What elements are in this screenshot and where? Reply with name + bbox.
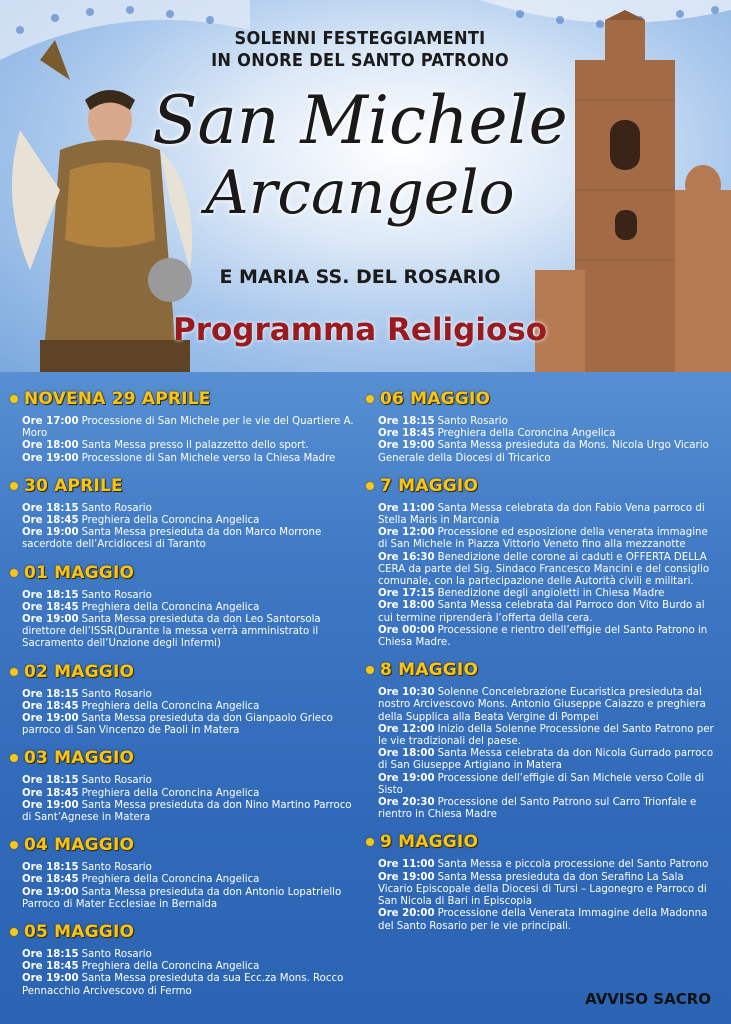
entry-time: Ore 00:00 [378, 624, 435, 636]
entry-text: Preghiera della Coroncina Angelica [81, 961, 260, 973]
program-entry [378, 625, 716, 649]
program-entry [22, 440, 360, 452]
entry-time: Ore 18:15 [378, 416, 435, 427]
bullet-dot-icon [366, 482, 374, 490]
entry-text: Santa Messa presieduta da don Gianpaolo Grieco parroco di San Vincenzo de Paoli in Matera [22, 713, 333, 737]
entry-time: Ore 18:45 [22, 961, 79, 973]
entry-text: Processione di San Michele per le vie del Quartiere A. Moro [22, 416, 354, 440]
entry-text: Santa Messa celebrata da don Fabio Vena parroco di Stella Maris in Marconia [378, 502, 705, 527]
entry-time: Ore 18:15 [22, 775, 79, 787]
entry-text: Santa Messa presieduta da sua Ecc.za Mons. Rocco Pennacchio Arcivescovo di Fermo [22, 973, 344, 997]
entry-text: Santo Rosario [81, 688, 152, 700]
program-entry [22, 602, 360, 614]
program-day [366, 475, 716, 649]
entry-time: Ore 18:15 [22, 688, 79, 700]
entry-text: Santa Messa presieduta da don Leo Santorsola direttore dell’ISSR(Durante la messa verrà amministrato il Sacramento dell’Unzione degli Infermi) [22, 614, 321, 650]
program-day [10, 834, 360, 911]
day-title: 05 MAGGIO [24, 922, 135, 943]
left-program-column [10, 388, 360, 1008]
entry-time: Ore 18:15 [22, 502, 79, 514]
day-title: 8 MAGGIO [380, 660, 479, 681]
entry-text: Benedizione degli angioletti in Chiesa Madre [437, 588, 665, 600]
entry-text: Preghiera della Coroncina Angelica [81, 515, 260, 527]
entry-text: Processione e rientro dell’effigie del Santo Patrono in Chiesa Madre. [378, 624, 708, 649]
program-entry [378, 503, 716, 527]
program-entry [22, 887, 360, 911]
program-entry [22, 775, 360, 787]
program-entry [22, 503, 360, 515]
bullet-dot-icon [366, 666, 374, 674]
entry-text: Santa Messa presieduta da Mons. Nicola Urgo Vicario Generale della Diocesi di Tricarico [378, 440, 709, 464]
bullet-dot-icon [366, 395, 374, 403]
header-title-line1: San Michele [152, 82, 568, 159]
entry-time: Ore 17:00 [22, 416, 79, 427]
day-title: 30 APRILE [24, 475, 123, 496]
header-title-line2: Arcangelo [205, 158, 515, 228]
day-header [366, 831, 716, 853]
program-entry [378, 908, 716, 932]
day-header [10, 834, 360, 856]
day-header [10, 661, 360, 683]
entry-text: Preghiera della Coroncina Angelica [81, 874, 260, 886]
entry-time: Ore 10:30 [378, 687, 435, 699]
entry-time: Ore 20:30 [378, 797, 435, 809]
program-entry [378, 428, 716, 440]
day-entries [10, 949, 360, 998]
entry-time: Ore 19:00 [22, 713, 79, 725]
program-entry [378, 527, 716, 551]
entry-text: Santo Rosario [81, 775, 152, 787]
entry-time: Ore 18:00 [378, 748, 435, 760]
program-entry [22, 874, 360, 886]
day-title: 04 MAGGIO [24, 835, 135, 856]
entry-time: Ore 12:00 [378, 527, 435, 539]
entry-text: Santo Rosario [81, 502, 152, 514]
entry-text: Santa Messa e piccola processione del Santo Patrono [437, 859, 709, 871]
entry-text: Processione dell’effigie di San Michele verso Colle di Sisto [378, 772, 705, 796]
day-entries [366, 503, 716, 649]
entry-time: Ore 18:45 [22, 787, 79, 799]
day-title: NOVENA 29 APRILE [24, 389, 211, 409]
program-entry [22, 788, 360, 800]
program-entry [22, 689, 360, 701]
entry-text: Santa Messa presso il palazzetto dello sport. [81, 440, 309, 452]
day-header [10, 388, 360, 410]
day-entries [10, 862, 360, 911]
day-entries [366, 687, 716, 821]
right-program-column [366, 388, 716, 943]
day-entries [10, 416, 360, 465]
program-day [10, 388, 360, 465]
entry-text: Solenne Concelebrazione Eucaristica presieduta dal nostro Arcivescovo Mons. Antonio Giuseppe Caiazzo e preghiera della Supplica alla Beata Vergine di Pompei [378, 687, 706, 723]
program-entry [22, 527, 360, 551]
entry-text: Processione ed esposizione della venerata immagine di San Michele in Piazza Vittorio Veneto fino alla mezzanotte [378, 527, 708, 551]
entry-text: Preghiera della Coroncina Angelica [81, 601, 260, 613]
entry-text: Preghiera della Coroncina Angelica [81, 700, 260, 712]
day-header [10, 921, 360, 943]
program-entry [378, 748, 716, 772]
program-entry [378, 797, 716, 821]
program-day [366, 831, 716, 932]
entry-time: Ore 19:00 [22, 452, 79, 464]
entry-time: Ore 19:00 [22, 886, 79, 898]
bullet-dot-icon [366, 838, 374, 846]
program-entry [22, 973, 360, 997]
program-entry [22, 961, 360, 973]
program-entry [378, 600, 716, 624]
entry-time: Ore 19:00 [22, 527, 79, 539]
bullet-dot-icon [10, 754, 18, 762]
program-entry [22, 862, 360, 874]
day-title: 06 MAGGIO [380, 389, 491, 409]
program-day [366, 659, 716, 821]
entry-time: Ore 17:15 [378, 588, 435, 600]
entry-time: Ore 18:15 [22, 949, 79, 961]
program-day [10, 747, 360, 824]
program-entry [22, 800, 360, 824]
day-header [10, 562, 360, 584]
day-entries [366, 416, 716, 465]
bullet-dot-icon [10, 841, 18, 849]
header-subtitle-line2: IN ONORE DEL SANTO PATRONO [211, 50, 509, 71]
day-header [366, 659, 716, 681]
entry-time: Ore 19:00 [378, 772, 435, 784]
entry-text: Santo Rosario [437, 416, 508, 427]
program-entry [22, 416, 360, 440]
day-title: 01 MAGGIO [24, 562, 135, 583]
entry-text: Processione del Santo Patrono sul Carro Trionfale e rientro in Chiesa Madre [378, 797, 697, 821]
day-header [366, 388, 716, 410]
bullet-dot-icon [10, 569, 18, 577]
day-entries [366, 859, 716, 932]
program-entry [378, 416, 716, 428]
entry-text: Santo Rosario [81, 862, 152, 874]
program-title: Programma Religioso [172, 312, 548, 348]
entry-time: Ore 18:45 [22, 874, 79, 886]
entry-time: Ore 20:00 [378, 908, 435, 920]
entry-time: Ore 18:45 [22, 700, 79, 712]
entry-time: Ore 12:00 [378, 723, 435, 735]
entry-text: Processione di San Michele verso la Chiesa Madre [81, 452, 336, 464]
bullet-dot-icon [10, 668, 18, 676]
entry-text: Santa Messa presieduta da don Antonio Lopatriello Parroco di Mater Ecclesiae in Bernalda [22, 886, 342, 910]
program-day [10, 921, 360, 998]
program-entry [22, 614, 360, 651]
day-entries [10, 503, 360, 552]
program-entry [22, 701, 360, 713]
entry-text: Santa Messa presieduta da don Serafino La Sala Vicario Episcopale della Diocesi di Tursi – Lagonegro e Parroco di San Nicola di Bari in Episcopia [378, 871, 707, 908]
day-title: 02 MAGGIO [24, 661, 135, 682]
program-day [10, 562, 360, 651]
entry-time: Ore 18:15 [22, 862, 79, 874]
entry-time: Ore 16:30 [378, 551, 435, 563]
header-subtitle-line3: E MARIA SS. DEL ROSARIO [219, 266, 501, 288]
header-subtitle-line1: SOLENNI FESTEGGIAMENTI [234, 28, 486, 49]
program-day [10, 475, 360, 552]
entry-text: Santo Rosario [81, 589, 152, 601]
entry-text: Preghiera della Coroncina Angelica [437, 428, 616, 440]
entry-text: Santa Messa celebrata dal Parroco don Vito Burdo al cui termine riprenderà l’offerta della cera. [378, 600, 705, 624]
entry-time: Ore 18:45 [378, 428, 435, 440]
program-entry [378, 588, 716, 600]
poster-header [0, 0, 731, 372]
entry-time: Ore 19:00 [22, 799, 79, 811]
entry-time: Ore 19:00 [22, 614, 79, 626]
bullet-dot-icon [10, 395, 18, 403]
program-entry [378, 859, 716, 871]
bullet-dot-icon [10, 928, 18, 936]
day-header [10, 747, 360, 769]
entry-time: Ore 19:00 [378, 871, 435, 883]
entry-time: Ore 18:45 [22, 515, 79, 527]
entry-time: Ore 11:00 [378, 859, 435, 871]
program-entry [22, 515, 360, 527]
program-entry [378, 687, 716, 724]
entry-time: Ore 19:00 [22, 973, 79, 985]
day-title: 7 MAGGIO [380, 475, 479, 496]
day-header [366, 475, 716, 497]
program-entry [378, 724, 716, 748]
day-entries [10, 689, 360, 738]
entry-time: Ore 18:00 [22, 440, 79, 452]
entry-time: Ore 18:45 [22, 601, 79, 613]
program-entry [378, 552, 716, 589]
program-entry [22, 590, 360, 602]
day-entries [10, 775, 360, 824]
bullet-dot-icon [10, 482, 18, 490]
entry-text: Processione della Venerata Immagine della Madonna del Santo Rosario per le vie principali. [378, 908, 708, 932]
program-entry [378, 773, 716, 797]
entry-text: Santa Messa presieduta da don Marco Morrone sacerdote dell’Arcidiocesi di Taranto [22, 527, 322, 551]
entry-text: Santa Messa presieduta da don Nino Martino Parroco di Sant’Agnese in Matera [22, 799, 352, 824]
program-entry [378, 440, 716, 464]
entry-time: Ore 19:00 [378, 440, 435, 452]
day-title: 03 MAGGIO [24, 748, 135, 769]
avviso-sacro-label: AVVISO SACRO [585, 990, 711, 1008]
day-header [10, 475, 360, 497]
entry-text: Santa Messa celebrata da don Nicola Gurrado parroco di San Giuseppe Artigiano in Matera [378, 748, 714, 772]
entry-time: Ore 11:00 [378, 502, 435, 514]
entry-time: Ore 18:15 [22, 589, 79, 601]
entry-time: Ore 18:00 [378, 600, 435, 612]
day-title: 9 MAGGIO [380, 832, 479, 853]
entry-text: Santo Rosario [81, 949, 152, 961]
entry-text: Benedizione delle corone ai caduti e OFFERTA DELLA CERA da parte del Sig. Sindaco Francesco Mancini e del consiglio comunale, con la partecipazione delle Autorità civili e militari. [378, 551, 710, 588]
program-entry [22, 453, 360, 465]
entry-text: Preghiera della Coroncina Angelica [81, 787, 260, 799]
program-entry [378, 872, 716, 909]
program-day [366, 388, 716, 465]
program-entry [22, 713, 360, 737]
program-entry [22, 949, 360, 961]
program-day [10, 661, 360, 738]
day-entries [10, 590, 360, 651]
entry-text: Inizio della Solenne Processione del Santo Patrono per le vie tradizionali del paese. [378, 723, 714, 748]
